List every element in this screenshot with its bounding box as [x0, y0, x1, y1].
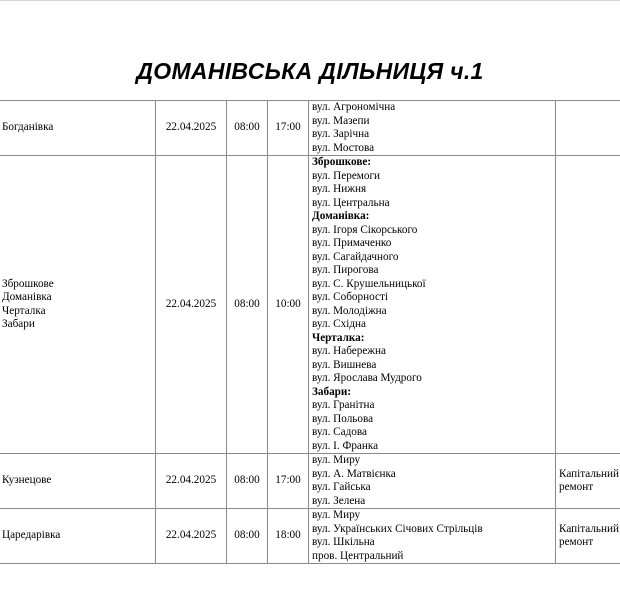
- street-name: вул. Польова: [312, 412, 374, 425]
- street-name: вул. Перемоги: [312, 169, 381, 182]
- street-name: вул. Вишнева: [312, 358, 377, 371]
- settlement-name: Забари: [2, 318, 35, 330]
- street-name: вул. Шкільна: [312, 536, 375, 548]
- settlement-cell: [0, 156, 156, 454]
- locality-heading: Доманівка:: [312, 210, 370, 222]
- street-name: вул. Східна: [312, 318, 366, 330]
- locality-heading: Зброшкове:: [312, 156, 372, 168]
- end-time-cell: 17:00: [268, 101, 309, 156]
- streets-cell: [309, 509, 556, 564]
- streets-cell: [309, 156, 556, 454]
- table-row: [0, 509, 620, 564]
- street-name: вул. Миру: [312, 509, 361, 521]
- page-title: ДОМАНІВСЬКА ДІЛЬНИЦЯ ч.1: [136, 58, 484, 84]
- street-name: вул. І. Франка: [312, 439, 379, 452]
- end-time-cell: 18:00: [268, 509, 309, 564]
- streets-cell: [309, 454, 556, 509]
- street-name: вул. Центральна: [312, 196, 390, 209]
- street-name: вул. Нижня: [312, 183, 367, 195]
- settlement-name: Доманівка: [2, 291, 52, 303]
- start-time-cell: 08:00: [227, 454, 268, 509]
- street-name: вул. Миру: [312, 454, 361, 466]
- street-name: вул. А. Матвієнка: [312, 467, 396, 480]
- street-name: вул. С. Крушельницької: [312, 277, 426, 290]
- streets-cell: [309, 101, 556, 156]
- settlement-cell: [0, 509, 156, 564]
- street-name: вул. Українських Січових Стрільців: [312, 522, 483, 535]
- street-name: вул. Ігоря Сікорського: [312, 223, 418, 236]
- settlement-name: Черталка: [2, 304, 46, 317]
- street-name: вул. Садова: [312, 426, 367, 438]
- table-row: [0, 101, 620, 156]
- date-cell: 22.04.2025: [156, 509, 227, 564]
- top-divider: [0, 0, 620, 1]
- street-name: вул. Набережна: [312, 345, 386, 357]
- note-cell: Капітальний ремонт: [556, 454, 620, 509]
- street-name: пров. Центральний: [312, 549, 404, 562]
- locality-heading: Забари:: [312, 385, 352, 398]
- street-name: вул. Сагайдачного: [312, 250, 399, 263]
- settlement-cell: [0, 101, 156, 156]
- locality-heading: Черталка:: [312, 331, 365, 344]
- note-cell: [556, 156, 620, 454]
- street-name: вул. Зелена: [312, 494, 366, 507]
- street-name: вул. Ярослава Мудрого: [312, 372, 422, 384]
- street-name: вул. Мазепи: [312, 114, 370, 127]
- start-time-cell: 08:00: [227, 101, 268, 156]
- end-time-cell: 17:00: [268, 454, 309, 509]
- table-row: [0, 454, 620, 509]
- street-name: вул. Молодіжна: [312, 304, 387, 317]
- date-cell: 22.04.2025: [156, 101, 227, 156]
- settlement-name: Царедарівка: [2, 529, 61, 542]
- note-cell: Капітальний ремонт: [556, 509, 620, 564]
- settlement-cell: [0, 454, 156, 509]
- street-name: вул. Гранітна: [312, 399, 375, 411]
- start-time-cell: 08:00: [227, 509, 268, 564]
- start-time-cell: 08:00: [227, 156, 268, 454]
- table-row: [0, 156, 620, 454]
- note-cell: [556, 101, 620, 156]
- settlement-name: Богданівка: [2, 121, 54, 134]
- date-cell: 22.04.2025: [156, 454, 227, 509]
- end-time-cell: 10:00: [268, 156, 309, 454]
- settlement-name: Кузнецове: [2, 474, 52, 487]
- settlement-name: Зброшкове: [2, 277, 54, 290]
- date-cell: 22.04.2025: [156, 156, 227, 454]
- street-name: вул. Зарічна: [312, 128, 370, 140]
- street-name: вул. Пирогова: [312, 264, 379, 276]
- street-name: вул. Мостова: [312, 141, 375, 154]
- street-name: вул. Соборності: [312, 291, 388, 303]
- street-name: вул. Примаченко: [312, 237, 392, 249]
- street-name: вул. Агрономічна: [312, 101, 396, 113]
- street-name: вул. Гайська: [312, 481, 371, 493]
- outage-schedule-table: [0, 100, 620, 564]
